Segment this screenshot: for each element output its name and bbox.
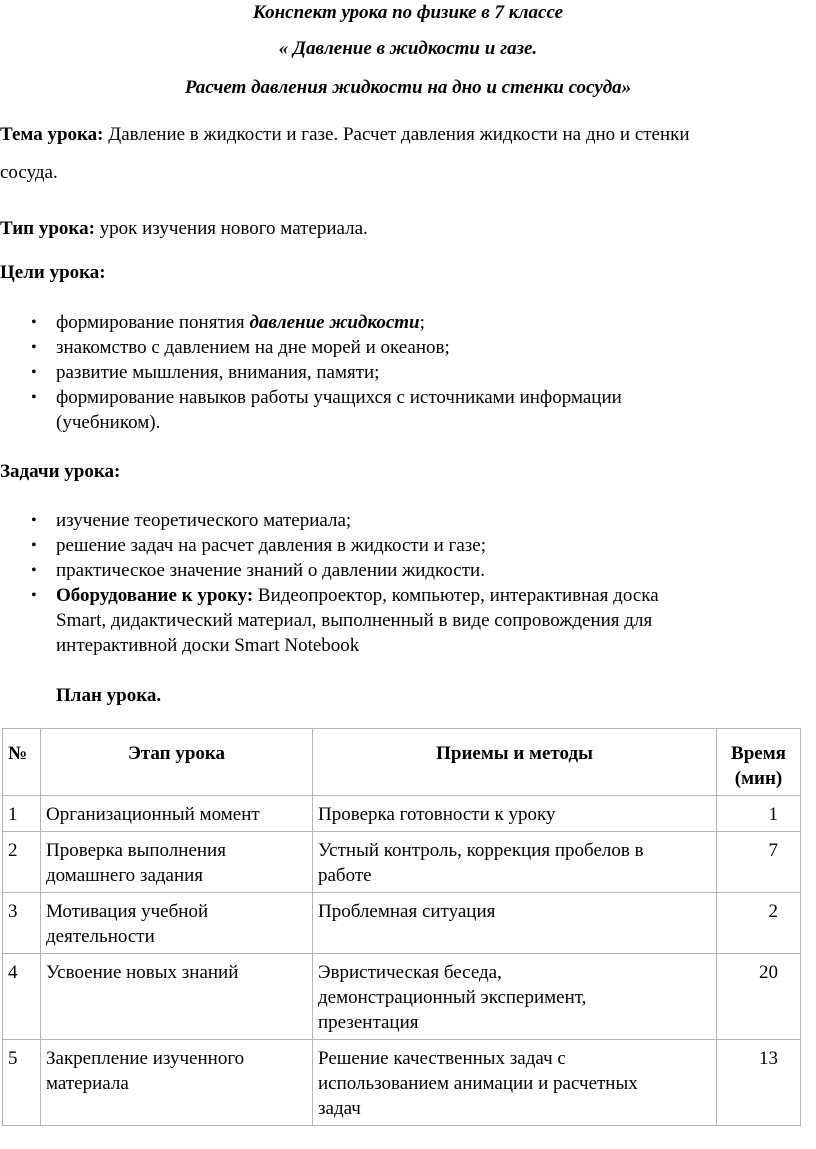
goals-heading-text: Цели урока: [0,262,106,283]
equipment-line3: интерактивной доски Smart Notebook [56,635,360,656]
row-stage [41,832,313,893]
row-methods-line: Устный контроль, коррекция пробелов в [318,840,644,861]
row-stage-line: деятельности [46,926,155,947]
goal-item-1-text: формирование понятия [56,312,250,333]
row-number: 3 [3,893,41,954]
table-row [3,954,801,1040]
row-methods-line: задач [318,1098,361,1119]
row-time: 13 [717,1040,801,1126]
tasks-heading-text: Задачи урока: [0,461,121,482]
row-stage-line: Мотивация учебной [46,901,209,922]
row-methods-line: Эвристическая беседа, [318,962,502,983]
row-stage [41,893,313,954]
topic-text-line1: Давление в жидкости и газе. Расчет давления жидкости на дно и стенки [103,124,690,145]
title-line-1: Конспект урока по физике в 7 классе [252,2,564,23]
row-time: 7 [717,832,801,893]
row-stage: Усвоение новых знаний [41,954,313,1040]
goal-item-4-line1: формирование навыков работы учащихся с источниками информации [56,387,622,408]
row-methods-line: Решение качественных задач с [318,1048,566,1069]
row-time: 2 [717,893,801,954]
row-methods: Проверка готовности к уроку [313,796,717,832]
title-line-3: Расчет давления жидкости на дно и стенки сосуда» [184,77,632,98]
lesson-type [0,216,812,241]
table-row [3,1040,801,1126]
row-methods-line: использованием анимации и расчетных [318,1073,638,1094]
row-methods [313,832,717,893]
table-header-row [3,729,801,796]
row-stage: Организационный момент [41,796,313,832]
col-time-header-line1: Время [731,743,786,764]
row-number: 4 [3,954,41,1040]
equipment-line2: Smart, дидактический материал, выполненный в виде сопровождения для [56,610,653,631]
goal-item-3: • развитие мышления, внимания, памяти; [56,360,796,385]
row-methods-line: работе [318,865,372,886]
row-methods: Проблемная ситуация [313,893,717,954]
col-stage-header: Этап урока [41,729,313,796]
row-time: 20 [717,954,801,1040]
row-methods-line: презентация [318,1012,419,1033]
type-text: урок изучения нового материала. [94,218,368,239]
col-time-header [717,729,801,796]
row-methods [313,954,717,1040]
goal-item-2: • знакомство с давлением на дне морей и океанов; [56,335,796,360]
equipment-item [56,583,796,658]
equipment-line1: Видеопроектор, компьютер, интерактивная доска [253,585,659,606]
table-row [3,832,801,893]
col-number-header: № [3,729,41,796]
table-row [3,893,801,954]
col-time-header-line2: (мин) [734,768,783,789]
topic-text-line2: сосуда. [0,162,58,183]
goal-item-1 [56,310,796,335]
plan-heading [56,683,812,708]
title-line-2: « Давление в жидкости и газе. [278,38,538,59]
plan-heading-text: План урока. [56,685,162,706]
type-label: Тип урока: [0,218,95,239]
row-number: 1 [3,796,41,832]
goals-heading [0,260,812,285]
row-number: 2 [3,832,41,893]
lesson-plan-table [2,728,801,1126]
task-item-1: • изучение теоретического материала; [56,508,796,533]
row-methods-line: демонстрационный эксперимент, [318,987,587,1008]
task-item-2: • решение задач на расчет давления в жидкости и газе; [56,533,796,558]
goal-item-4-line2: (учебником). [56,412,161,433]
goal-item-4 [56,385,796,435]
task-item-3: • практическое значение знаний о давлении жидкости. [56,558,796,583]
goal-item-1-end: ; [419,312,425,333]
lesson-topic [0,116,812,192]
table-row [3,796,801,832]
row-number: 5 [3,1040,41,1126]
topic-label: Тема урока: [0,124,104,145]
row-stage-line: Закрепление изученного [46,1048,245,1069]
row-stage-line: домашнего задания [46,865,204,886]
goal-item-1-emphasis: давление жидкости [249,312,420,333]
row-stage-line: материала [46,1073,129,1094]
equipment-label: Оборудование к уроку: [56,585,254,606]
row-stage [41,1040,313,1126]
row-methods [313,1040,717,1126]
tasks-heading [0,459,812,484]
row-time: 1 [717,796,801,832]
row-stage-line: Проверка выполнения [46,840,226,861]
col-methods-header: Приемы и методы [313,729,717,796]
